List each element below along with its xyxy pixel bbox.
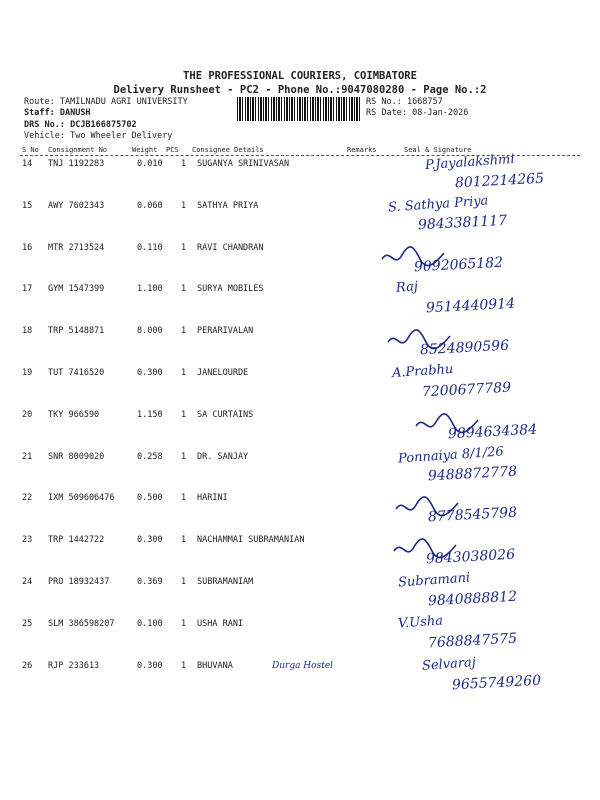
signature-phone: 9840888812 — [427, 588, 518, 610]
row-consignee: RAVI CHANDRAN — [197, 242, 264, 253]
staff-line — [24, 108, 91, 119]
signature-name: A.Prabhu — [391, 361, 454, 382]
col-sno: S No — [22, 146, 39, 154]
row-weight: 0.100 — [137, 618, 163, 629]
signature-phone: 9843038026 — [425, 546, 516, 568]
table-row — [0, 151, 600, 199]
row-weight: 8.000 — [137, 326, 163, 337]
row-consignment: SNR 8009020 — [48, 451, 105, 462]
vehicle-label: Vehicle: — [24, 131, 65, 141]
signature-phone: 9092065182 — [413, 254, 504, 275]
row-consignment: AWY 7602343 — [48, 200, 105, 211]
row-weight: 0.300 — [137, 535, 163, 546]
col-consignment: Consignment No — [48, 146, 108, 154]
row-sno: 25 — [22, 618, 33, 629]
signature-name: V.Usha — [397, 613, 444, 632]
col-weight: Weight — [132, 146, 158, 154]
row-consignment: IXM 509606476 — [48, 493, 115, 504]
row-consignment: MTR 2713524 — [48, 242, 105, 253]
row-pcs: 1 — [181, 618, 187, 629]
staff-label: Staff: — [24, 108, 55, 118]
drs-line — [24, 120, 137, 131]
row-sno: 22 — [22, 493, 33, 504]
row-sno: 15 — [22, 200, 33, 211]
row-pcs: 1 — [181, 242, 187, 253]
row-sno: 19 — [22, 368, 33, 378]
row-consignment: GYM 1547399 — [48, 284, 105, 295]
drs-value: DCJB166875702 — [70, 120, 137, 130]
row-consignee: USHA RANI — [197, 618, 244, 629]
row-consignment: RJP 233613 — [48, 660, 100, 671]
row-consignee: JANELOURDE — [197, 368, 249, 378]
signature-name: Selvaraj — [421, 654, 477, 674]
row-pcs: 1 — [181, 326, 187, 337]
row-sno: 21 — [22, 451, 33, 462]
table-row — [0, 279, 600, 324]
row-weight: 0.010 — [137, 159, 163, 169]
row-weight: 0.060 — [137, 200, 163, 211]
table-row — [0, 493, 600, 533]
row-consignment: SLM 386598207 — [48, 618, 115, 629]
row-consignment: PRO 18932437 — [48, 577, 110, 587]
row-consignee: SA CURTAINS — [197, 409, 254, 420]
row-consignment: TKY 966590 — [48, 409, 100, 420]
row-weight: 0.300 — [137, 660, 163, 671]
row-pcs: 1 — [181, 660, 187, 671]
runsheet-title: Delivery Runsheet - PC2 - Phone No.:9047080280 - Page No.:2 — [113, 84, 487, 96]
row-consignment: TUT 7416520 — [48, 368, 105, 378]
row-consignment: TRP 5148871 — [48, 326, 105, 337]
rs-no-line — [366, 97, 443, 108]
col-pcs: PCS — [166, 146, 179, 154]
row-consignee: SUBRAMANIAM — [197, 577, 254, 587]
row-weight: 0.300 — [137, 368, 163, 378]
row-sno: 14 — [22, 159, 33, 169]
row-pcs: 1 — [181, 200, 187, 211]
row-remark: Durga Hostel — [272, 660, 334, 671]
table-row — [0, 326, 600, 366]
signature-phone: 9514440914 — [425, 296, 516, 317]
row-consignee: DR. SANJAY — [197, 451, 249, 462]
signature-name: Ponnaiya 8/1/26 — [397, 443, 505, 467]
rs-date-label: RS Date: — [366, 108, 407, 118]
signature-phone: 9843381117 — [417, 212, 508, 234]
signature-phone: 8778545798 — [427, 505, 518, 526]
rs-date-value: 08-Jan-2026 — [412, 108, 469, 118]
vehicle-value: Two Wheeler Delivery — [70, 131, 173, 141]
row-pcs: 1 — [181, 368, 187, 378]
row-weight: 0.258 — [137, 451, 163, 462]
table-row — [0, 193, 600, 241]
row-consignee: BHUVANA — [197, 660, 233, 671]
vehicle-line — [24, 131, 172, 142]
staff-value: DANUSH — [59, 108, 91, 118]
row-sno: 26 — [22, 660, 33, 671]
signature-phone: 7688847575 — [427, 630, 518, 652]
table-row — [0, 410, 600, 450]
row-consignee: PERARIVALAN — [197, 326, 254, 337]
rs-date-line — [366, 108, 468, 119]
drs-label: DRS No.: — [24, 120, 65, 130]
col-consignee: Consignee Details — [192, 146, 264, 154]
row-sno: 16 — [22, 242, 33, 253]
signature-phone: 9488872778 — [427, 463, 518, 484]
barcode-image — [237, 97, 362, 121]
row-consignee: SATHYA PRIYA — [197, 200, 259, 211]
row-pcs: 1 — [181, 409, 187, 420]
table-row — [0, 243, 600, 283]
table-row — [0, 443, 600, 492]
company-title: THE PROFESSIONAL COURIERS, COIMBATORE — [183, 70, 417, 82]
rs-no-value: 1668757 — [406, 97, 443, 107]
row-consignment: TNJ 1192283 — [48, 159, 105, 169]
row-sno: 23 — [22, 535, 33, 546]
col-seal-signature: Seal & Signature — [404, 146, 472, 154]
route-value: TAMILNADU AGRI UNIVERSITY — [59, 97, 188, 107]
table-row — [0, 535, 600, 575]
row-weight: 0.500 — [137, 493, 163, 504]
row-weight: 0.110 — [137, 242, 163, 253]
row-pcs: 1 — [181, 493, 187, 504]
rs-no-label: RS No.: — [366, 97, 402, 107]
row-sno: 17 — [22, 284, 33, 295]
signature-phone: 7200677789 — [421, 379, 512, 401]
row-consignee: SURYA MOBILES — [197, 284, 264, 295]
signature-phone: 8524890596 — [419, 337, 510, 359]
row-pcs: 1 — [181, 284, 187, 295]
row-pcs: 1 — [181, 159, 187, 169]
row-consignee: HARINI — [197, 493, 228, 504]
row-weight: 0.369 — [137, 577, 163, 587]
table-row — [0, 613, 600, 659]
signature-phone: 8012214265 — [454, 170, 545, 192]
row-weight: 1.150 — [137, 409, 163, 420]
signature-name: Raj — [395, 279, 419, 297]
row-pcs: 1 — [181, 535, 187, 546]
signature-phone: 9655749260 — [451, 672, 542, 693]
signature-name: S. Sathya Priya — [387, 193, 489, 216]
signature-name: P.Jayalakshmi — [424, 151, 516, 174]
table-row — [0, 570, 600, 617]
row-pcs: 1 — [181, 451, 187, 462]
row-sno: 24 — [22, 577, 33, 587]
row-consignee: NACHAMMAI SUBRAMANIAN — [197, 535, 305, 546]
route-line — [24, 97, 188, 108]
table-row — [0, 654, 600, 701]
signature-name: Subramani — [397, 570, 471, 591]
row-pcs: 1 — [181, 577, 187, 587]
row-consignment: TRP 1442722 — [48, 535, 105, 546]
row-weight: 1.100 — [137, 284, 163, 295]
col-remarks: Remarks — [347, 146, 377, 154]
table-row — [0, 361, 600, 408]
route-label: Route: — [24, 97, 55, 107]
row-sno: 20 — [22, 409, 33, 420]
row-consignee: SUGANYA SRINIVASAN — [197, 159, 290, 169]
signature-phone: 9894634384 — [447, 421, 538, 443]
row-sno: 18 — [22, 326, 33, 337]
